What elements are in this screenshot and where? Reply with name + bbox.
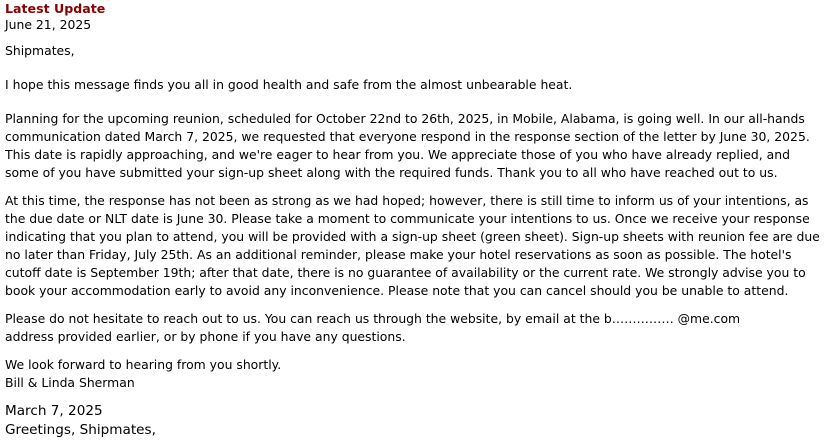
previous-letter-greeting: Greetings, Shipmates, <box>5 422 156 438</box>
previous-letter-date: March 7, 2025 <box>5 403 103 419</box>
closing-line: We look forward to hearing from you shortly. <box>5 357 282 372</box>
signature: Bill & Linda Sherman <box>5 375 135 390</box>
contact-line-1: Please do not hesitate to reach out to us. You can reach us through the website, by email at the b…………… @me.com <box>5 311 741 326</box>
contact-line-2: address provided earlier, or by phone if you have any questions. <box>5 329 406 344</box>
salutation: Shipmates, <box>5 43 75 58</box>
latest-update-heading: Latest Update <box>5 1 106 16</box>
response-paragraph: At this time, the response has not been as strong as we had hoped; however, there is still time to inform us of your intentions, as the due date or NLT date is June 30. Please take a moment to communicate your intentions to us. Once we receive your response indicating that you plan to attend, you will be provided with a sign-up sheet (green sheet). Sign-up sheets with reunion fee are due no later than Friday, July 25th. As an additional reminder, please make your hotel reservations as soon as possible. The hotel's cutoff date is September 19th; after that date, there is no guarantee of availability or the current rate. We strongly advise you to book your accommodation early to avoid any inconvenience. Please note that you can cancel should you be unable to attend. <box>5 193 820 298</box>
planning-paragraph: Planning for the upcoming reunion, scheduled for October 22nd to 26th, 2025, in Mobile, Alabama, is going well. In our all-hands communication dated March 7, 2025, we requested that everyone respond in the response section of the letter by June 30, 2025. This date is rapidly approaching, and we're eager to hear from you. We appreciate those of you who have already replied, and some of you have submitted your sign-up sheet along with the required funds. Thank you to all who have reached out to us. <box>5 111 810 180</box>
contact-paragraph <box>5 310 827 346</box>
closing-block <box>5 356 827 392</box>
health-paragraph: I hope this message finds you all in good health and safe from the almost unbearable heat. <box>5 77 573 92</box>
update-date: June 21, 2025 <box>5 17 92 32</box>
